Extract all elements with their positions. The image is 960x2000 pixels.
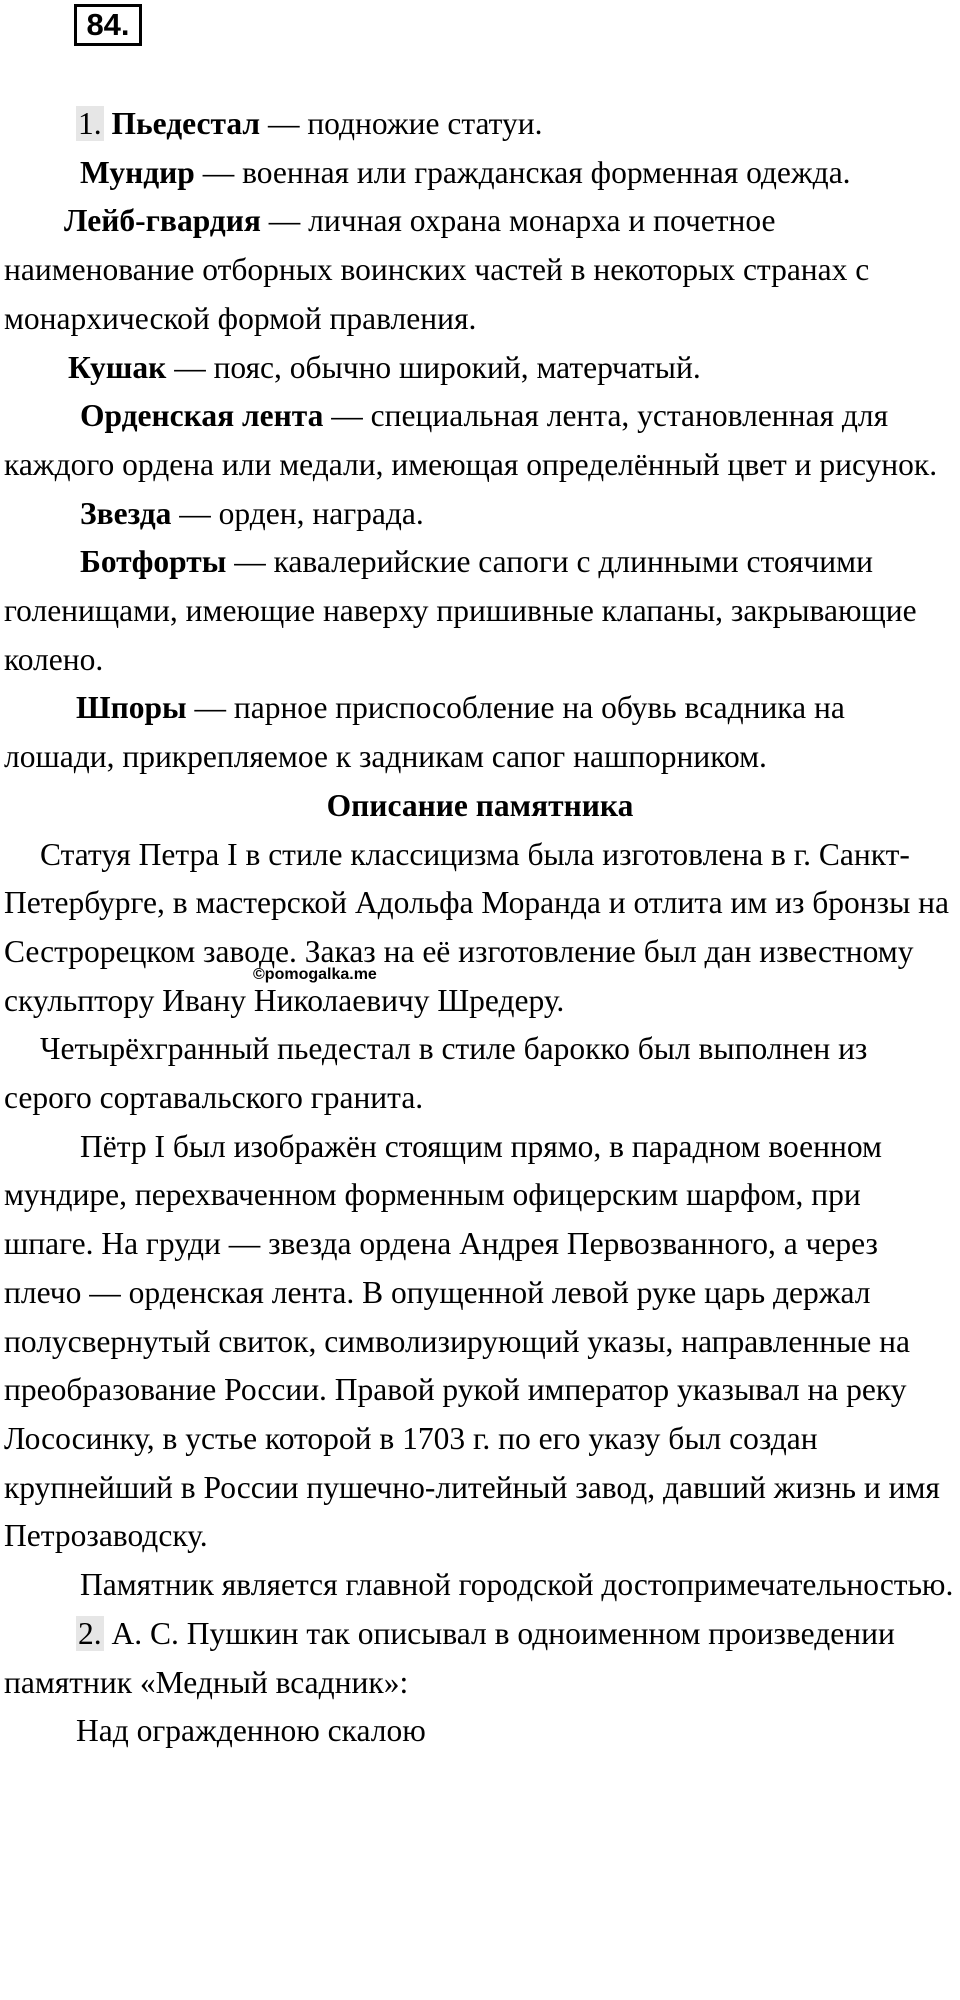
task-number-box: 84. <box>74 4 142 46</box>
definition-term: Звезда <box>80 495 172 531</box>
definition-term: Орденская лента <box>80 398 324 434</box>
definition-item <box>4 392 956 489</box>
definition-term: Шпоры <box>76 690 187 726</box>
paragraph: Пётр I был изображён стоящим прямо, в парадном военном мундире, перехваченном форменным офицерским шарфом, при шпаге. На груди — звезда ордена Андрея Первозванного, а через плечо — орденская лента. В опущенной левой руке царь держал полусвернутый свиток, символизирующий указы, направленные на преобразование России. Правой рукой император указывал на реку Лососинку, в устье которой в 1703 г. по его указу был создан крупнейший в России пушечно-литейный завод, давший жизнь и имя Петрозаводску. <box>4 1128 940 1554</box>
definition-text: — личная охрана монарха и почетное наименование отборных воинских частей в некоторых странах с монархической формой правления. <box>4 203 870 336</box>
watermark-text: ©pomogalka.me <box>253 966 377 983</box>
paragraph: Памятник является главной городской достопримечательностью. <box>80 1567 954 1603</box>
definition-text: — военная или гражданская форменная одежда. <box>194 154 851 190</box>
definition-term: Мундир <box>80 154 195 190</box>
definition-item <box>4 149 956 198</box>
definition-item <box>4 197 956 343</box>
definition-text: — подножие статуи. <box>260 106 543 141</box>
definition-text: — кавалерийские сапоги с длинными стоячими голенищами, имеющие наверху пришивные клапаны, закрывающие колено. <box>4 544 917 677</box>
definition-item <box>4 344 956 393</box>
definition-term: Ботфорты <box>80 544 227 580</box>
definition-item-1 <box>4 100 956 149</box>
paragraph: Статуя Петра I в стиле классицизма была изготовлена в г. Санкт-Петербурге, в мастерской Адольфа Моранда и отлита им из бронзы на Сестрорецком заводе. Заказ на её изготовление был дан известному скульптору Ивану Николаевичу Шредеру. <box>4 836 949 1018</box>
document-body <box>4 100 956 1756</box>
item-number-marker: 1. <box>78 106 102 141</box>
definition-item <box>4 538 956 684</box>
definition-text: — парное приспособление на обувь всадника на лошади, прикрепляемое к задникам сапог нашпорником. <box>4 690 845 775</box>
definition-item <box>4 490 956 539</box>
definition-term: Кушак <box>68 349 167 385</box>
section-title: Описание памятника <box>326 787 634 823</box>
item-2-text: А. С. Пушкин так описывал в одноименном произведении памятник «Медный всадник»: <box>4 1615 895 1700</box>
definition-item <box>4 684 956 781</box>
paragraph: Четырёхгранный пьедестал в стиле барокко был выполнен из серого сортавальского гранита. <box>4 1031 868 1116</box>
item-2 <box>4 1610 956 1707</box>
definition-text: — специальная лента, установленная для каждого ордена или медали, имеющая определённый цвет и рисунок. <box>4 398 938 482</box>
definition-term: Лейб-гвардия <box>64 203 261 239</box>
item-number-marker: 2. <box>78 1615 102 1651</box>
definition-text: — пояс, обычно широкий, матерчатый. <box>166 349 701 385</box>
definition-term: Пьедестал <box>111 106 261 141</box>
poem-line: Над огражденною скалою <box>76 1713 426 1749</box>
definition-text: — орден, награда. <box>171 495 424 531</box>
